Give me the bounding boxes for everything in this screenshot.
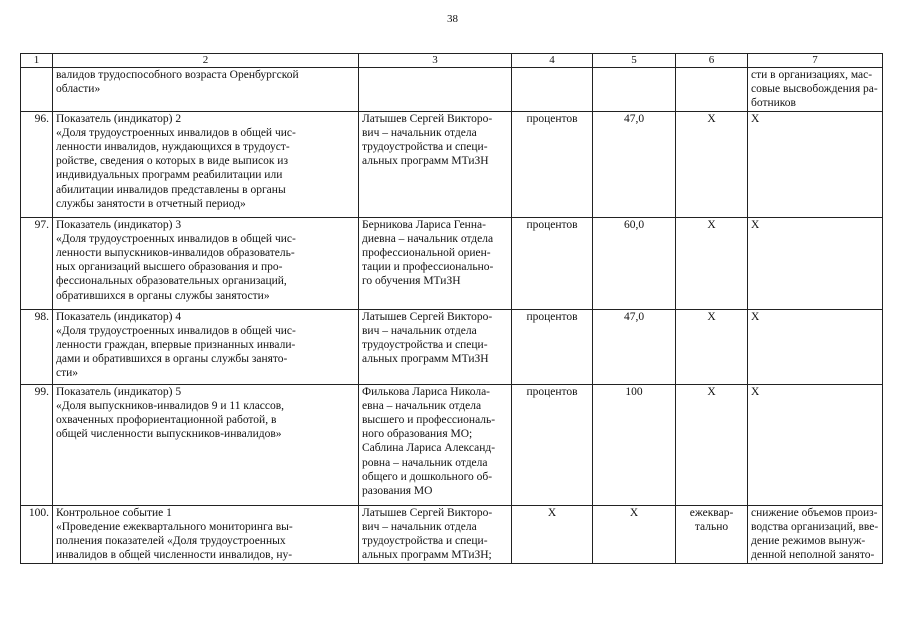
page-number: 38 [447, 13, 458, 25]
column-header: 6 [676, 54, 748, 68]
column-header: 4 [512, 54, 593, 68]
row-responsible: Берникова Лариса Генна- диевна – начальник отдела профессиональной ориен- тации и профессионально- го обучения МТиЗН [359, 217, 512, 309]
row-description: Показатель (индикатор) 3 «Доля трудоустроенных инвалидов в общей чис- ленности выпускников-инвалидов образователь- ных организаций высшего образования и про- фессиональных образовательных организаций, обратившихся в органы службы занятости» [53, 217, 359, 309]
column-header: 7 [748, 54, 883, 68]
table-row [21, 384, 883, 505]
row-responsible [359, 68, 512, 112]
row-period: Х [676, 309, 748, 384]
row-period: Х [676, 217, 748, 309]
header-row [21, 54, 883, 68]
row-period [676, 68, 748, 112]
table-row [21, 505, 883, 563]
plan-table [20, 53, 883, 564]
row-responsible: Латышев Сергей Викторо- вич – начальник отдела трудоустройства и специ- альных программ МТиЗН [359, 111, 512, 217]
row-unit: процентов [512, 309, 593, 384]
row-value: 100 [593, 384, 676, 505]
row-responsible: Латышев Сергей Викторо- вич – начальник отдела трудоустройства и специ- альных программ МТиЗН [359, 309, 512, 384]
row-period: Х [676, 384, 748, 505]
row-responsible: Латышев Сергей Викторо- вич – начальник отдела трудоустройства и специ- альных программ МТиЗН; [359, 505, 512, 563]
row-period: Х [676, 111, 748, 217]
row-responsible: Филькова Лариса Никола- евна – начальник отдела высшего и профессиональ- ного образования МО; Саблина Лариса Александ- ровна – начальник отдела общего и дошкольного об- разования МО [359, 384, 512, 505]
row-unit [512, 68, 593, 112]
row-value: 47,0 [593, 111, 676, 217]
row-value: Х [593, 505, 676, 563]
row-number: 99. [21, 384, 53, 505]
row-value: 47,0 [593, 309, 676, 384]
column-header: 1 [21, 54, 53, 68]
row-unit: процентов [512, 111, 593, 217]
row-description: Показатель (индикатор) 5 «Доля выпускников-инвалидов 9 и 11 классов, охваченных профориентационной работой, в общей численности выпускников-инвалидов» [53, 384, 359, 505]
column-header: 2 [53, 54, 359, 68]
row-unit: Х [512, 505, 593, 563]
row-note: Х [748, 309, 883, 384]
row-number: 96. [21, 111, 53, 217]
row-description: Контрольное событие 1 «Проведение ежеквартального мониторинга вы- полнения показателей «Доля трудоустроенных инвалидов в общей численности инвалидов, ну- [53, 505, 359, 563]
column-header: 5 [593, 54, 676, 68]
row-description: Показатель (индикатор) 2 «Доля трудоустроенных инвалидов в общей чис- ленности инвалидов, нуждающихся в трудоуст- ройстве, сведения о которых в виде выписок из индивидуальных программ реабилитации или абилитации инвалидов представлены в органы службы занятости в отчетный период» [53, 111, 359, 217]
row-number: 98. [21, 309, 53, 384]
row-number: 100. [21, 505, 53, 563]
row-description: валидов трудоспособного возраста Оренбургской области» [53, 68, 359, 112]
row-value [593, 68, 676, 112]
row-note: сти в организациях, мас- совые высвобождения ра- ботников [748, 68, 883, 112]
table-row [21, 217, 883, 309]
row-number [21, 68, 53, 112]
row-period: ежеквар- тально [676, 505, 748, 563]
table-row [21, 68, 883, 112]
row-unit: процентов [512, 384, 593, 505]
row-unit: процентов [512, 217, 593, 309]
row-description: Показатель (индикатор) 4 «Доля трудоустроенных инвалидов в общей чис- ленности граждан, впервые признанных инвали- дами и обратившихся в органы службы занято- сти» [53, 309, 359, 384]
column-header: 3 [359, 54, 512, 68]
row-note: Х [748, 217, 883, 309]
row-note: Х [748, 111, 883, 217]
row-note: снижение объемов произ- водства организаций, вве- дение режимов вынуж- денной неполной занято- [748, 505, 883, 563]
table-row [21, 111, 883, 217]
row-note: Х [748, 384, 883, 505]
table-row [21, 309, 883, 384]
row-number: 97. [21, 217, 53, 309]
row-value: 60,0 [593, 217, 676, 309]
